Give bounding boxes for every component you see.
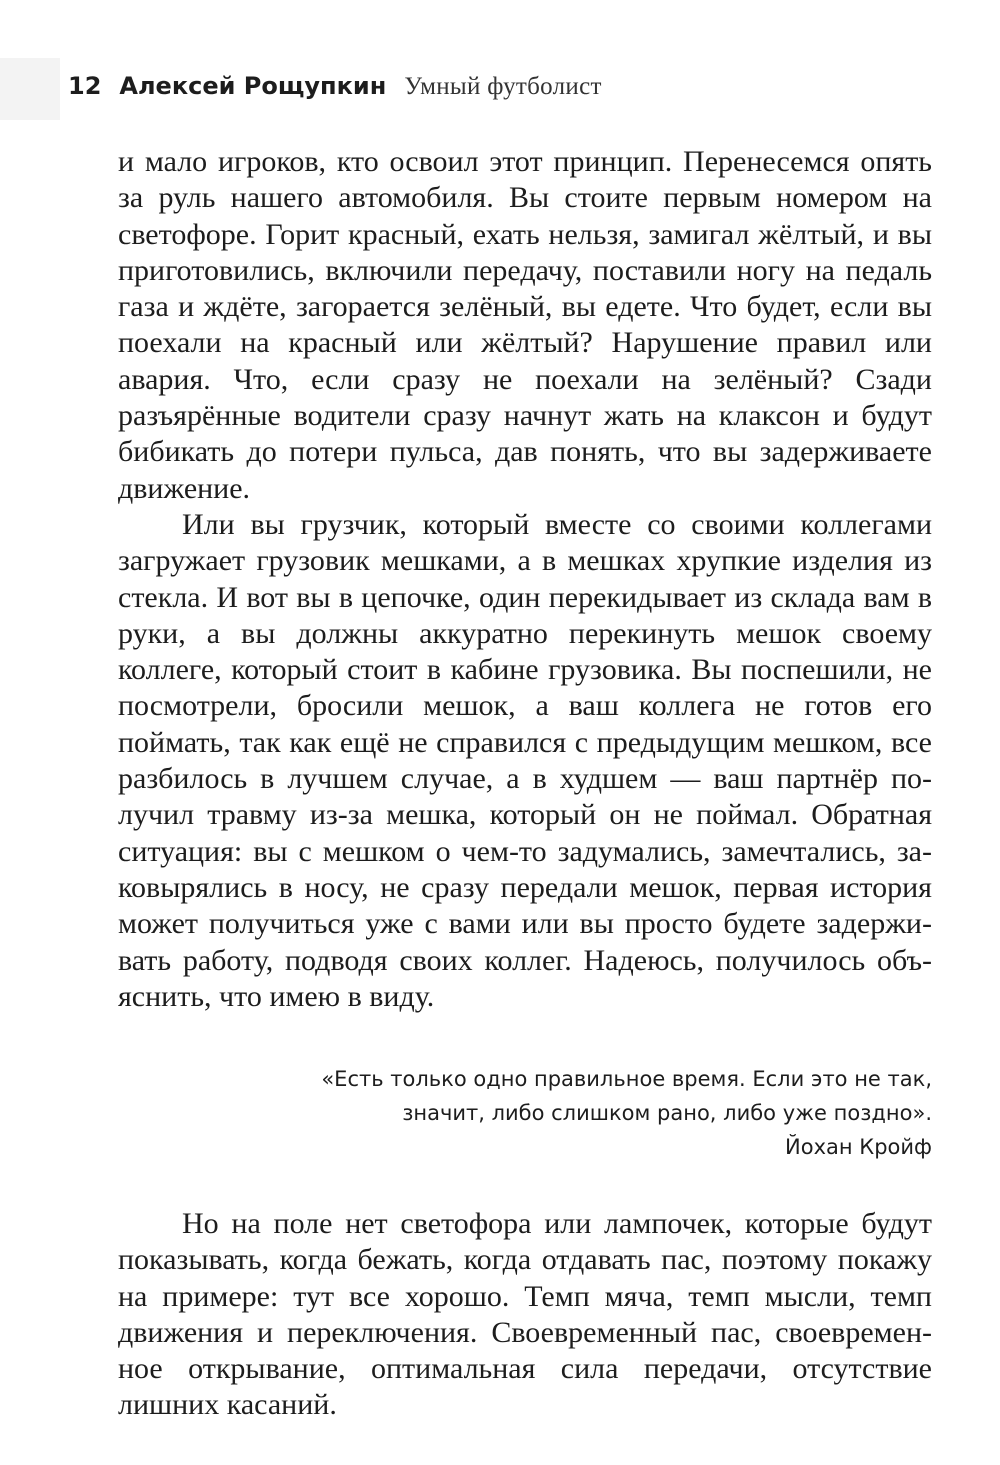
quote-author: Йохан Кройф bbox=[785, 1135, 932, 1159]
paragraph: Но на поле нет светофора или лампочек, которые будут показывать, когда бежать, когда отдавать пас, поэтому покажу на примере: тут все хорошо. Темп мяча, темп мысли, темп движения и переключения. Своевременный пас, своевременное открывание, оптимальная сила передачи, отсутствие лишних касаний. bbox=[118, 1207, 932, 1422]
main-text-after-quote bbox=[118, 1206, 932, 1424]
running-header bbox=[68, 72, 602, 108]
quote-line: значит, либо слишком рано, либо уже поздно». bbox=[402, 1101, 932, 1125]
paragraph: Или вы грузчик, который вместе со своими коллегами загружает грузовик мешками, а в мешках хрупкие изделия из стекла. И вот вы в цепочке, один перекидывает из склада вам в руки, а вы должны аккуратно перекинуть мешок своему коллеге, который стоит в кабине грузовика. Вы поспешили, не посмотрели, бросили мешок, а ваш коллега не готов его поймать, так как ещё не справился с предыдущим мешком, все разбилось в лучшем случае, а в худшем — ваш партнёр получил травму из-за мешка, который он не поймал. Обратная ситуация: вы с мешком о чем-то задумались, замечтались, заковырялись в носу, не сразу передали мешок, первая история может получиться уже с вами или вы просто будете задерживать работу, подводя своих коллег. Надеюсь, получилось объяснить, что имею в виду. bbox=[118, 507, 932, 1013]
header-book-title: Умный футболист bbox=[404, 73, 602, 100]
page-corner-shade bbox=[0, 58, 60, 120]
paragraph: и мало игроков, кто освоил этот принцип. Перенесемся опять за руль нашего автомобиля. Вы стоите первым номером на светофоре. Горит красный, ехать нельзя, замигал жёлтый, и вы приготовились, включили передачу, поставили ногу на педаль газа и ждёте, загорается зелёный, вы едете. Что будет, если вы поехали на красный или жёлтый? Нарушение правил или авария. Что, если сразу не поехали на зелёный? Сзади разъярённые водители сразу начнут жать на клаксон и будут бибикать до потери пульса, дав понять, что вы задерживаете движение. bbox=[118, 145, 932, 505]
header-author: Алексей Рощупкин bbox=[119, 72, 387, 100]
quote-line: «Есть только одно правильное время. Если это не так, bbox=[321, 1067, 932, 1091]
epigraph-quote bbox=[321, 1062, 932, 1164]
page-number: 12 bbox=[68, 72, 102, 100]
main-text-before-quote bbox=[118, 144, 932, 1015]
